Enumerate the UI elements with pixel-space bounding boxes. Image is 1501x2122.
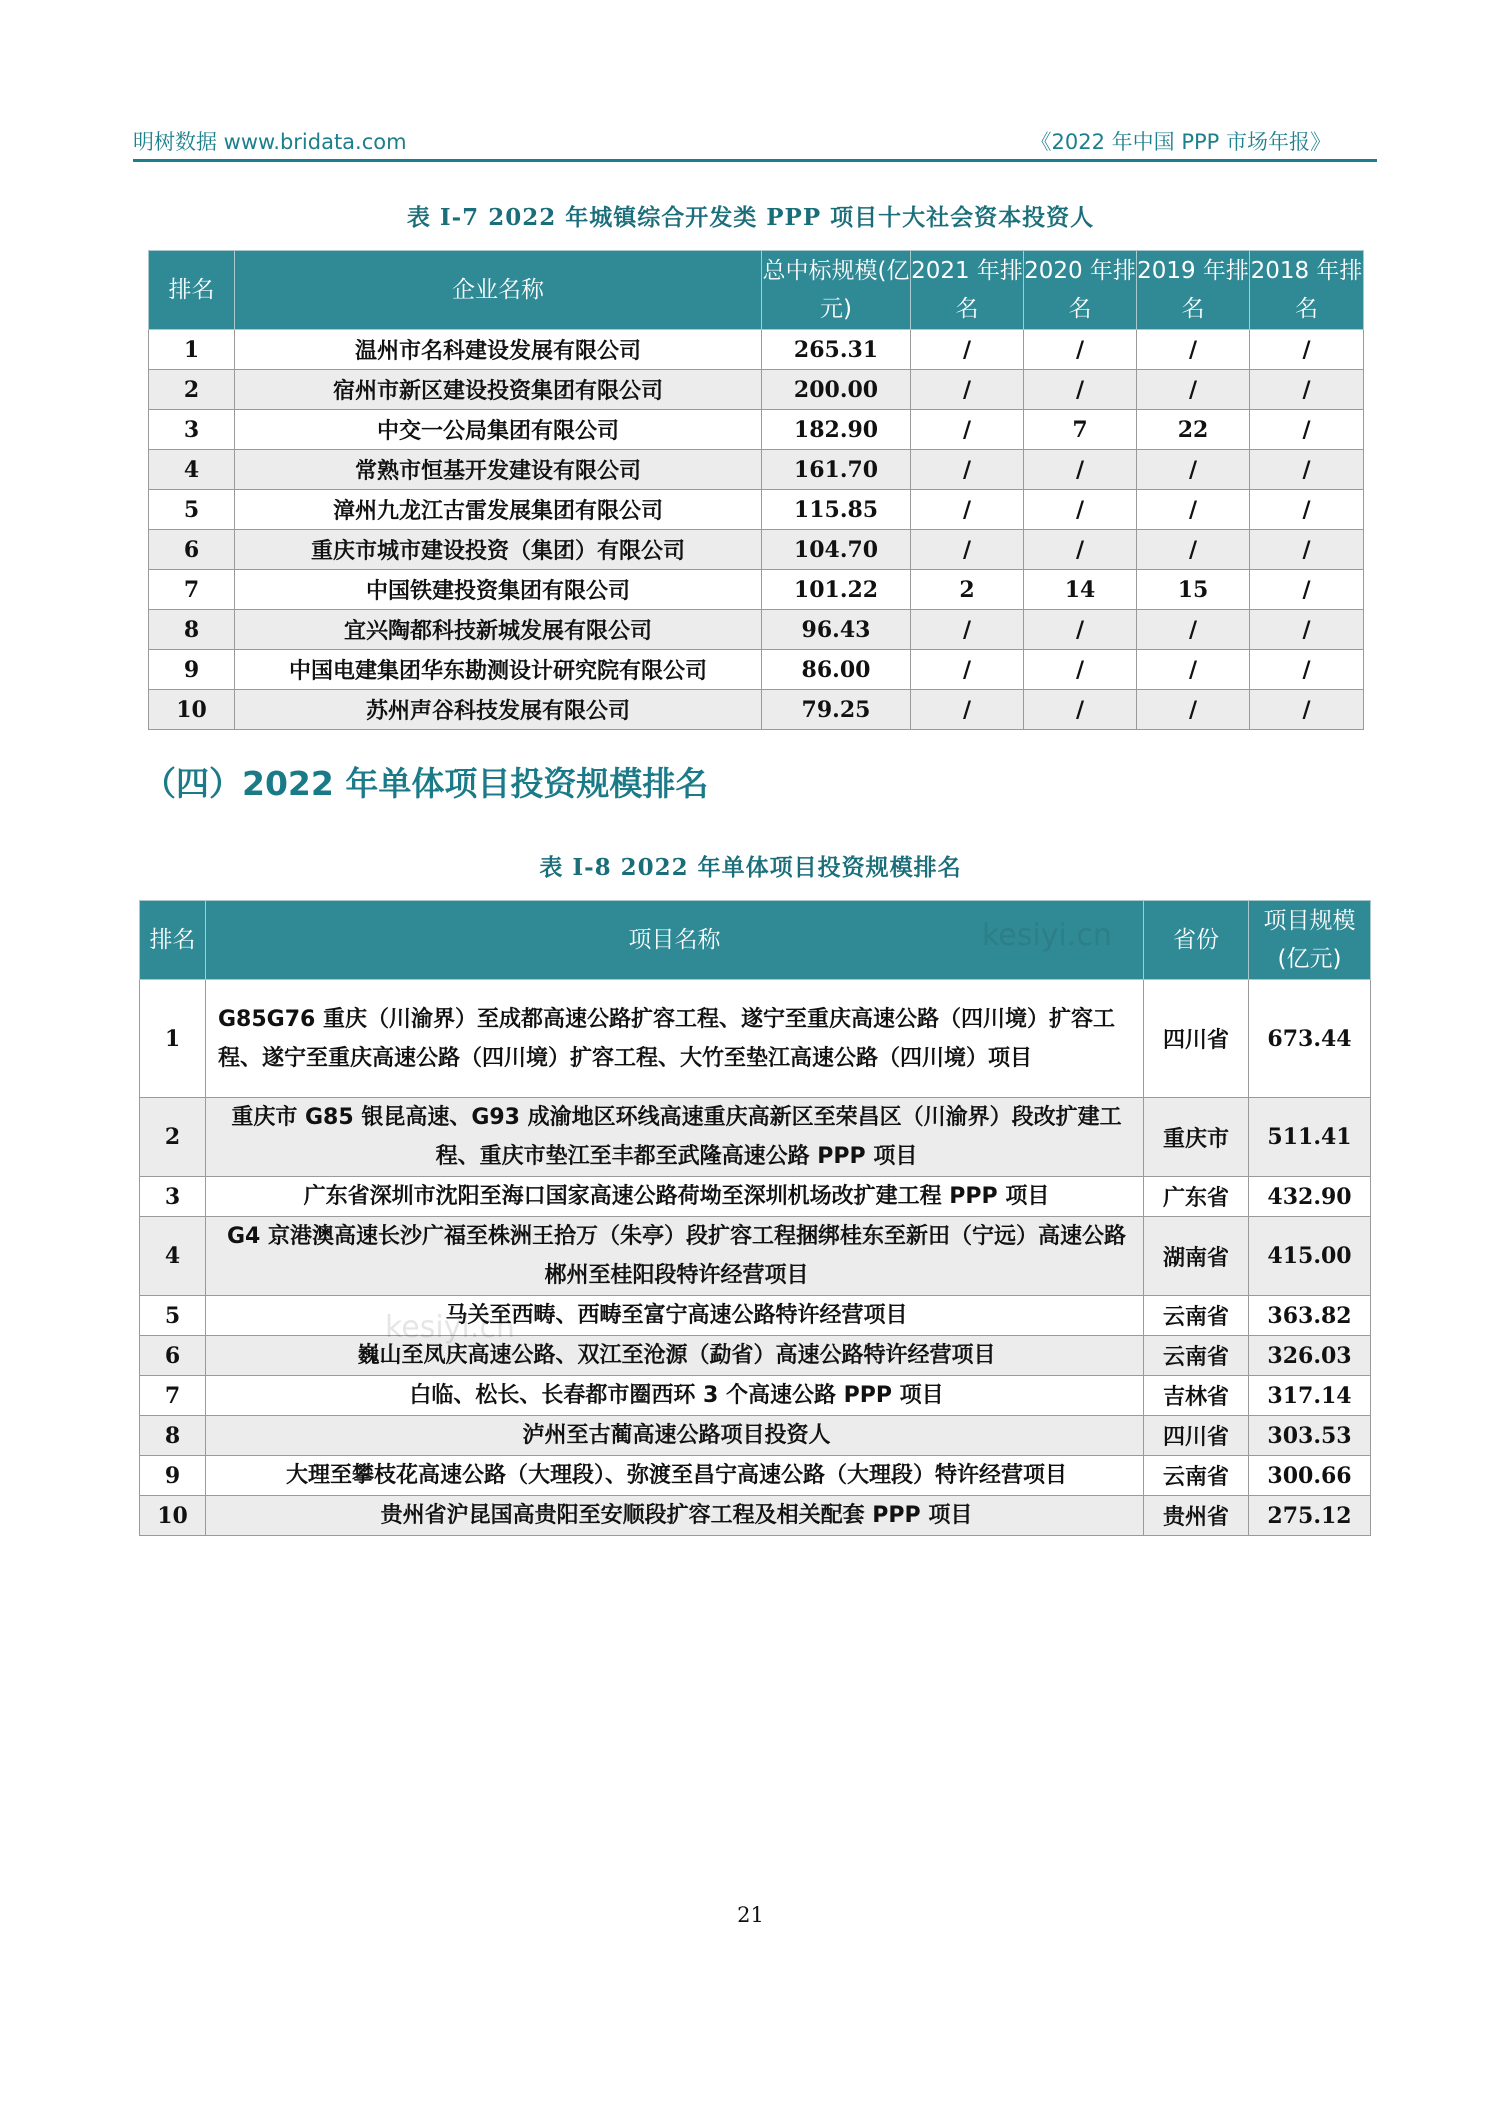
cell-rank-2019: / <box>1137 490 1250 530</box>
cell-project-name: 白临、松长、长春都市圈西环 3 个高速公路 PPP 项目 <box>206 1376 1144 1416</box>
cell-project-scale: 415.00 <box>1249 1217 1371 1296</box>
cell-rank: 1 <box>149 330 235 370</box>
header-project: 项目名称 <box>206 901 1144 980</box>
cell-rank-2019: 22 <box>1137 410 1250 450</box>
header-rank: 排名 <box>140 901 206 980</box>
cell-rank: 3 <box>149 410 235 450</box>
table-row <box>149 650 1364 690</box>
cell-company-name: 漳州九龙江古雷发展集团有限公司 <box>235 490 762 530</box>
header-site: 明树数据 www.bridata.com <box>133 130 407 154</box>
cell-rank: 7 <box>149 570 235 610</box>
cell-rank-2019: / <box>1137 650 1250 690</box>
cell-total-scale: 96.43 <box>762 610 911 650</box>
cell-rank: 1 <box>140 980 206 1098</box>
section-heading: （四）2022 年单体项目投资规模排名 <box>143 764 709 803</box>
cell-rank-2021: / <box>911 690 1024 730</box>
cell-project-name: 巍山至凤庆高速公路、双江至沧源（勐省）高速公路特许经营项目 <box>206 1336 1144 1376</box>
table-row <box>140 1098 1371 1177</box>
table-row <box>140 1296 1371 1336</box>
cell-total-scale: 86.00 <box>762 650 911 690</box>
cell-rank-2021: / <box>911 370 1024 410</box>
cell-rank-2018: / <box>1250 490 1364 530</box>
table-7-caption: 表 I-7 2022 年城镇综合开发类 PPP 项目十大社会资本投资人 <box>406 204 1095 231</box>
cell-rank-2018: / <box>1250 410 1364 450</box>
cell-province: 重庆市 <box>1144 1098 1249 1177</box>
header-project-scale: 项目规模(亿元) <box>1249 901 1371 980</box>
cell-rank-2019: / <box>1137 610 1250 650</box>
cell-rank-2021: / <box>911 610 1024 650</box>
cell-rank-2018: / <box>1250 330 1364 370</box>
header-rank-2020: 2020 年排名 <box>1024 251 1137 330</box>
cell-project-name: 贵州省沪昆国高贵阳至安顺段扩容工程及相关配套 PPP 项目 <box>206 1496 1144 1536</box>
cell-rank-2018: / <box>1250 610 1364 650</box>
table-row <box>149 570 1364 610</box>
cell-project-name: 重庆市 G85 银昆高速、G93 成渝地区环线高速重庆高新区至荣昌区（川渝界）段改扩建工程、重庆市垫江至丰都至武隆高速公路 PPP 项目 <box>206 1098 1144 1177</box>
cell-rank-2020: / <box>1024 650 1137 690</box>
cell-project-name: 马关至西畴、西畴至富宁高速公路特许经营项目 <box>206 1296 1144 1336</box>
header-report-title: 《2022 年中国 PPP 市场年报》 <box>1030 130 1331 154</box>
table-8-caption: 表 I-8 2022 年单体项目投资规模排名 <box>539 854 962 881</box>
table-row <box>140 1496 1371 1536</box>
cell-total-scale: 101.22 <box>762 570 911 610</box>
cell-project-scale: 303.53 <box>1249 1416 1371 1456</box>
cell-rank: 8 <box>140 1416 206 1456</box>
table-row <box>140 1416 1371 1456</box>
table-row <box>140 1177 1371 1217</box>
table-row <box>140 1336 1371 1376</box>
table-row <box>149 530 1364 570</box>
cell-company-name: 中国电建集团华东勘测设计研究院有限公司 <box>235 650 762 690</box>
cell-project-scale: 432.90 <box>1249 1177 1371 1217</box>
table-row <box>149 410 1364 450</box>
cell-rank-2021: / <box>911 650 1024 690</box>
cell-rank-2019: 15 <box>1137 570 1250 610</box>
table-row <box>149 370 1364 410</box>
cell-total-scale: 115.85 <box>762 490 911 530</box>
header-company: 企业名称 <box>235 251 762 330</box>
cell-rank: 4 <box>140 1217 206 1296</box>
cell-project-name: 广东省深圳市沈阳至海口国家高速公路荷坳至深圳机场改扩建工程 PPP 项目 <box>206 1177 1144 1217</box>
cell-rank: 10 <box>140 1496 206 1536</box>
cell-rank-2018: / <box>1250 570 1364 610</box>
cell-project-scale: 326.03 <box>1249 1336 1371 1376</box>
table-row <box>140 1376 1371 1416</box>
cell-rank-2021: / <box>911 490 1024 530</box>
cell-rank-2021: / <box>911 410 1024 450</box>
cell-rank: 5 <box>149 490 235 530</box>
cell-company-name: 宿州市新区建设投资集团有限公司 <box>235 370 762 410</box>
cell-rank: 9 <box>149 650 235 690</box>
cell-rank: 9 <box>140 1456 206 1496</box>
table-row <box>149 610 1364 650</box>
cell-rank-2021: / <box>911 330 1024 370</box>
cell-rank-2019: / <box>1137 330 1250 370</box>
cell-project-scale: 363.82 <box>1249 1296 1371 1336</box>
header-total-scale: 总中标规模(亿元) <box>762 251 911 330</box>
cell-company-name: 重庆市城市建设投资（集团）有限公司 <box>235 530 762 570</box>
project-ranking-table <box>139 900 1371 1536</box>
cell-province: 云南省 <box>1144 1296 1249 1336</box>
cell-total-scale: 79.25 <box>762 690 911 730</box>
cell-rank-2018: / <box>1250 690 1364 730</box>
header-rank-2021: 2021 年排名 <box>911 251 1024 330</box>
cell-rank-2018: / <box>1250 650 1364 690</box>
cell-province: 云南省 <box>1144 1336 1249 1376</box>
table-header-row <box>149 251 1364 330</box>
cell-province: 贵州省 <box>1144 1496 1249 1536</box>
table-row <box>140 980 1371 1098</box>
cell-rank-2019: / <box>1137 370 1250 410</box>
cell-province: 四川省 <box>1144 980 1249 1098</box>
cell-project-scale: 300.66 <box>1249 1456 1371 1496</box>
header-rank: 排名 <box>149 251 235 330</box>
cell-rank-2020: / <box>1024 610 1137 650</box>
cell-company-name: 温州市名科建设发展有限公司 <box>235 330 762 370</box>
cell-rank-2018: / <box>1250 370 1364 410</box>
cell-total-scale: 104.70 <box>762 530 911 570</box>
cell-total-scale: 161.70 <box>762 450 911 490</box>
cell-rank-2020: / <box>1024 450 1137 490</box>
cell-rank: 5 <box>140 1296 206 1336</box>
cell-province: 吉林省 <box>1144 1376 1249 1416</box>
cell-rank-2020: 7 <box>1024 410 1137 450</box>
cell-rank-2020: 14 <box>1024 570 1137 610</box>
cell-project-name: G85G76 重庆（川渝界）至成都高速公路扩容工程、遂宁至重庆高速公路（四川境）扩容工程、遂宁至重庆高速公路（四川境）扩容工程、大竹至垫江高速公路（四川境）项目 <box>206 980 1144 1098</box>
cell-rank: 4 <box>149 450 235 490</box>
cell-province: 云南省 <box>1144 1456 1249 1496</box>
table-row <box>149 490 1364 530</box>
investor-ranking-table <box>148 250 1364 730</box>
cell-rank: 6 <box>140 1336 206 1376</box>
header-rule <box>133 159 1377 162</box>
cell-rank: 2 <box>149 370 235 410</box>
cell-rank: 7 <box>140 1376 206 1416</box>
cell-project-name: 大理至攀枝花高速公路（大理段）、弥渡至昌宁高速公路（大理段）特许经营项目 <box>206 1456 1144 1496</box>
cell-rank-2019: / <box>1137 690 1250 730</box>
cell-rank-2020: / <box>1024 370 1137 410</box>
cell-project-scale: 275.12 <box>1249 1496 1371 1536</box>
cell-project-scale: 673.44 <box>1249 980 1371 1098</box>
cell-rank-2020: / <box>1024 530 1137 570</box>
cell-rank: 6 <box>149 530 235 570</box>
table-row <box>149 450 1364 490</box>
cell-rank: 10 <box>149 690 235 730</box>
cell-rank-2020: / <box>1024 490 1137 530</box>
cell-province: 湖南省 <box>1144 1217 1249 1296</box>
table-row <box>140 1217 1371 1296</box>
cell-rank-2019: / <box>1137 450 1250 490</box>
table-row <box>149 690 1364 730</box>
cell-rank: 8 <box>149 610 235 650</box>
cell-total-scale: 200.00 <box>762 370 911 410</box>
cell-province: 广东省 <box>1144 1177 1249 1217</box>
cell-company-name: 宜兴陶都科技新城发展有限公司 <box>235 610 762 650</box>
table-header-row <box>140 901 1371 980</box>
header-province: 省份 <box>1144 901 1249 980</box>
cell-rank-2018: / <box>1250 450 1364 490</box>
cell-company-name: 中国铁建投资集团有限公司 <box>235 570 762 610</box>
cell-project-scale: 317.14 <box>1249 1376 1371 1416</box>
cell-project-scale: 511.41 <box>1249 1098 1371 1177</box>
cell-total-scale: 182.90 <box>762 410 911 450</box>
cell-rank-2019: / <box>1137 530 1250 570</box>
cell-province: 四川省 <box>1144 1416 1249 1456</box>
cell-rank-2021: / <box>911 450 1024 490</box>
cell-company-name: 中交一公局集团有限公司 <box>235 410 762 450</box>
cell-rank-2021: 2 <box>911 570 1024 610</box>
table-row <box>149 330 1364 370</box>
header-rank-2019: 2019 年排名 <box>1137 251 1250 330</box>
cell-project-name: G4 京港澳高速长沙广福至株洲王拾万（朱亭）段扩容工程捆绑桂东至新田（宁远）高速公路郴州至桂阳段特许经营项目 <box>206 1217 1144 1296</box>
cell-total-scale: 265.31 <box>762 330 911 370</box>
header-rank-2018: 2018 年排名 <box>1250 251 1364 330</box>
cell-company-name: 苏州声谷科技发展有限公司 <box>235 690 762 730</box>
page-number: 21 <box>737 1903 764 1927</box>
cell-rank-2018: / <box>1250 530 1364 570</box>
cell-rank-2021: / <box>911 530 1024 570</box>
cell-rank-2020: / <box>1024 690 1137 730</box>
cell-project-name: 泸州至古蔺高速公路项目投资人 <box>206 1416 1144 1456</box>
cell-rank: 2 <box>140 1098 206 1177</box>
cell-rank: 3 <box>140 1177 206 1217</box>
cell-company-name: 常熟市恒基开发建设有限公司 <box>235 450 762 490</box>
cell-rank-2020: / <box>1024 330 1137 370</box>
table-row <box>140 1456 1371 1496</box>
